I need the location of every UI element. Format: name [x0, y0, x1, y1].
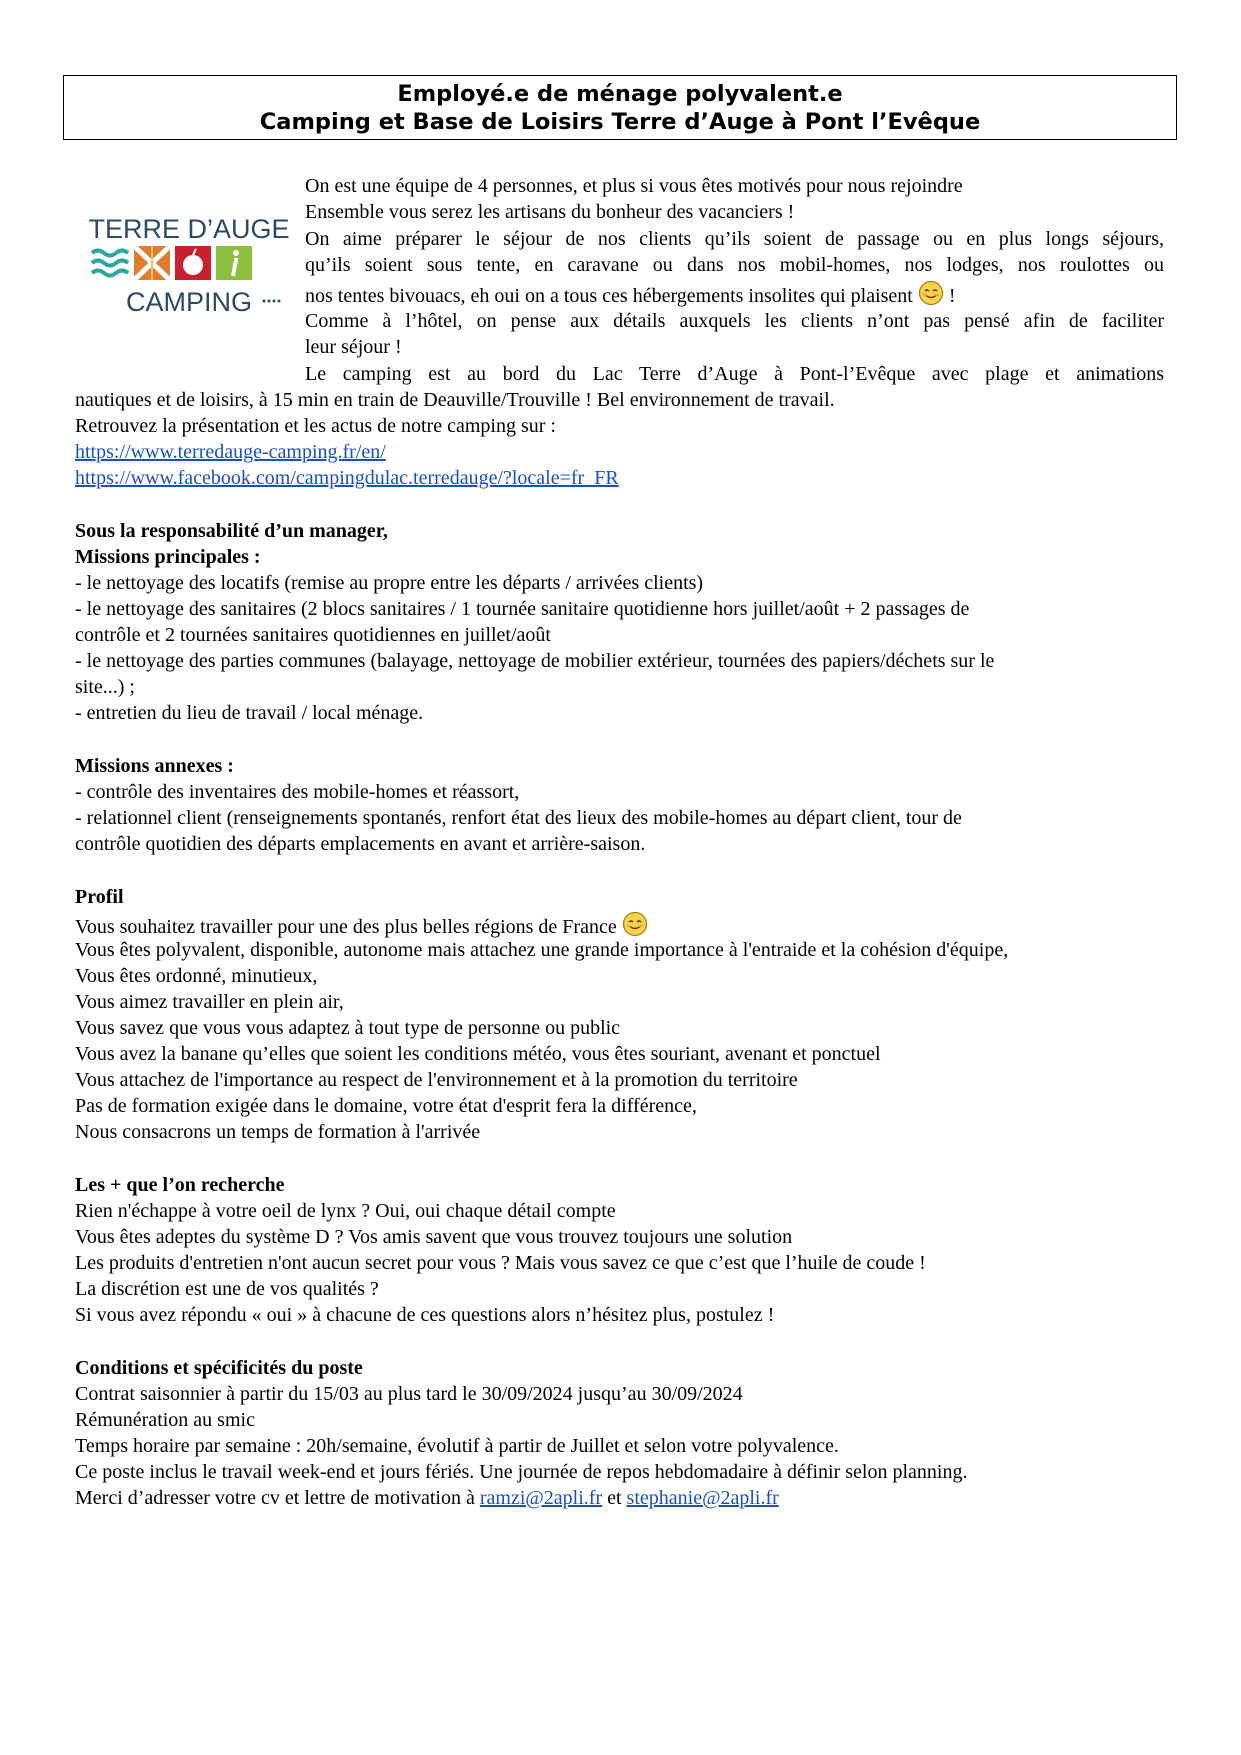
condition-item: Ce poste inclus le travail week-end et jours fériés. Une journée de repos hebdomadaire à définir selon planning. — [75, 1461, 968, 1483]
email-stephanie-link[interactable]: stephanie@2apli.fr — [626, 1487, 779, 1509]
pattern-icon — [134, 246, 170, 280]
info-icon — [216, 246, 252, 280]
employer-title: Camping et Base de Loisirs Terre d’Auge à Pont l’Evêque — [259, 109, 981, 135]
condition-item: Rémunération au smic — [75, 1409, 255, 1431]
intro-line-end: ! — [948, 285, 956, 307]
intro-line-emoji — [305, 280, 956, 309]
facebook-link[interactable]: https://www.facebook.com/campingdulac.terredauge/?locale=fr_FR — [75, 467, 619, 489]
missions-heading: Missions principales : — [75, 546, 261, 568]
plus-item: La discrétion est une de vos qualités ? — [75, 1278, 379, 1300]
title-box — [63, 75, 1177, 140]
profil-item: Vous êtes polyvalent, disponible, autonome mais attachez une grande importance à l'entraide et la cohésion d'équipe, — [75, 939, 1009, 961]
intro-line: Le camping est au bord du Lac Terre d’Auge à Pont-l’Evêque avec plage et animations — [305, 363, 1164, 385]
plus-item: Vous êtes adeptes du système D ? Vos amis savent que vous trouvez toujours une solution — [75, 1226, 793, 1248]
plus-item: Si vous avez répondu « oui » à chacune de ces questions alors n’hésitez plus, postulez ! — [75, 1304, 775, 1326]
email-ramzi-link[interactable]: ramzi@2apli.fr — [479, 1487, 603, 1509]
mission-item: - le nettoyage des locatifs (remise au propre entre les départs / arrivées clients) — [75, 572, 704, 594]
mission-item: - le nettoyage des sanitaires (2 blocs sanitaires / 1 tournée sanitaire quotidienne hors juillet/août + 2 passages de — [75, 598, 970, 620]
contact-line — [75, 1485, 779, 1511]
condition-item: Contrat saisonnier à partir du 15/03 au plus tard le 30/09/2024 jusqu’au 30/09/2024 — [75, 1383, 743, 1405]
contact-prefix: Merci d’adresser votre cv et lettre de motivation à — [75, 1487, 475, 1509]
profil-item: Vous savez que vous vous adaptez à tout type de personne ou public — [75, 1017, 621, 1039]
conditions-heading: Conditions et spécificités du poste — [75, 1357, 363, 1379]
profil-item: Vous souhaitez travailler pour une des plus belles régions de France — [75, 916, 617, 938]
smiley-icon — [918, 280, 944, 306]
website-link[interactable]: https://www.terredauge-camping.fr/en/ — [75, 441, 386, 463]
job-title: Employé.e de ménage polyvalent.e — [397, 81, 843, 107]
profil-item: Vous attachez de l'importance au respect de l'environnement et à la promotion du territoire — [75, 1069, 798, 1091]
logo-bottom-text: CAMPING — [125, 287, 253, 317]
mission-item: site...) ; — [75, 676, 135, 698]
intro-line: qu’ils soient sous tente, en caravane ou dans nos mobil-homes, nos lodges, nos roulottes ou — [305, 254, 1164, 276]
intro-line: Ensemble vous serez les artisans du bonheur des vacanciers ! — [305, 201, 795, 223]
intro-line-text: nos tentes bivouacs, eh oui on a tous ces hébergements insolites qui plaisent — [305, 285, 913, 307]
terre-dauge-camping-logo — [88, 210, 290, 326]
contact-mid: et — [607, 1487, 622, 1509]
stars-icon — [263, 300, 281, 303]
manager-heading: Sous la responsabilité d’un manager, — [75, 520, 388, 542]
profil-item: Pas de formation exigée dans le domaine, votre état d'esprit fera la différence, — [75, 1095, 697, 1117]
profil-item-emoji — [75, 911, 648, 940]
waves-icon — [92, 251, 128, 276]
intro-line: nautiques et de loisirs, à 15 min en train de Deauville/Trouville ! Bel environnement de travail. — [75, 389, 835, 411]
condition-item: Temps horaire par semaine : 20h/semaine, évolutif à partir de Juillet et selon votre polyvalence. — [75, 1435, 839, 1457]
intro-line: leur séjour ! — [305, 336, 402, 358]
profil-item: Vous avez la banane qu’elles que soient les conditions météo, vous êtes souriant, avenant et ponctuel — [75, 1043, 881, 1065]
profil-item: Vous êtes ordonné, minutieux, — [75, 965, 318, 987]
smiley-icon — [622, 911, 648, 937]
annexe-item: contrôle quotidien des départs emplacements en avant et arrière-saison. — [75, 833, 646, 855]
plus-item: Rien n'échappe à votre oeil de lynx ? Oui, oui chaque détail compte — [75, 1200, 616, 1222]
apple-icon — [175, 246, 211, 280]
annexe-item: - contrôle des inventaires des mobile-homes et réassort, — [75, 781, 520, 803]
annexe-item: - relationnel client (renseignements spontanés, renfort état des lieux des mobile-homes au départ client, tour de — [75, 807, 962, 829]
mission-item: - le nettoyage des parties communes (balayage, nettoyage de mobilier extérieur, tournées des papiers/déchets sur le — [75, 650, 995, 672]
profil-item: Nous consacrons un temps de formation à l'arrivée — [75, 1121, 481, 1143]
intro-line: On aime préparer le séjour de nos clients qu’ils soient de passage ou en plus longs séjours, — [305, 228, 1164, 250]
plus-heading: Les + que l’on recherche — [75, 1174, 285, 1196]
mission-item: contrôle et 2 tournées sanitaires quotidiennes en juillet/août — [75, 624, 551, 646]
profil-item: Vous aimez travailler en plein air, — [75, 991, 344, 1013]
annexes-heading: Missions annexes : — [75, 755, 234, 777]
intro-line: Retrouvez la présentation et les actus de notre camping sur : — [75, 415, 556, 437]
mission-item: - entretien du lieu de travail / local ménage. — [75, 702, 424, 724]
intro-line: Comme à l’hôtel, on pense aux détails auxquels les clients n’ont pas pensé afin de faciliter — [305, 310, 1164, 332]
plus-item: Les produits d'entretien n'ont aucun secret pour vous ? Mais vous savez ce que c’est que l’huile de coude ! — [75, 1252, 926, 1274]
intro-line: On est une équipe de 4 personnes, et plus si vous êtes motivés pour nous rejoindre — [305, 175, 963, 197]
logo-top-text: TERRE D’AUGE — [88, 214, 290, 244]
profil-heading: Profil — [75, 886, 124, 908]
